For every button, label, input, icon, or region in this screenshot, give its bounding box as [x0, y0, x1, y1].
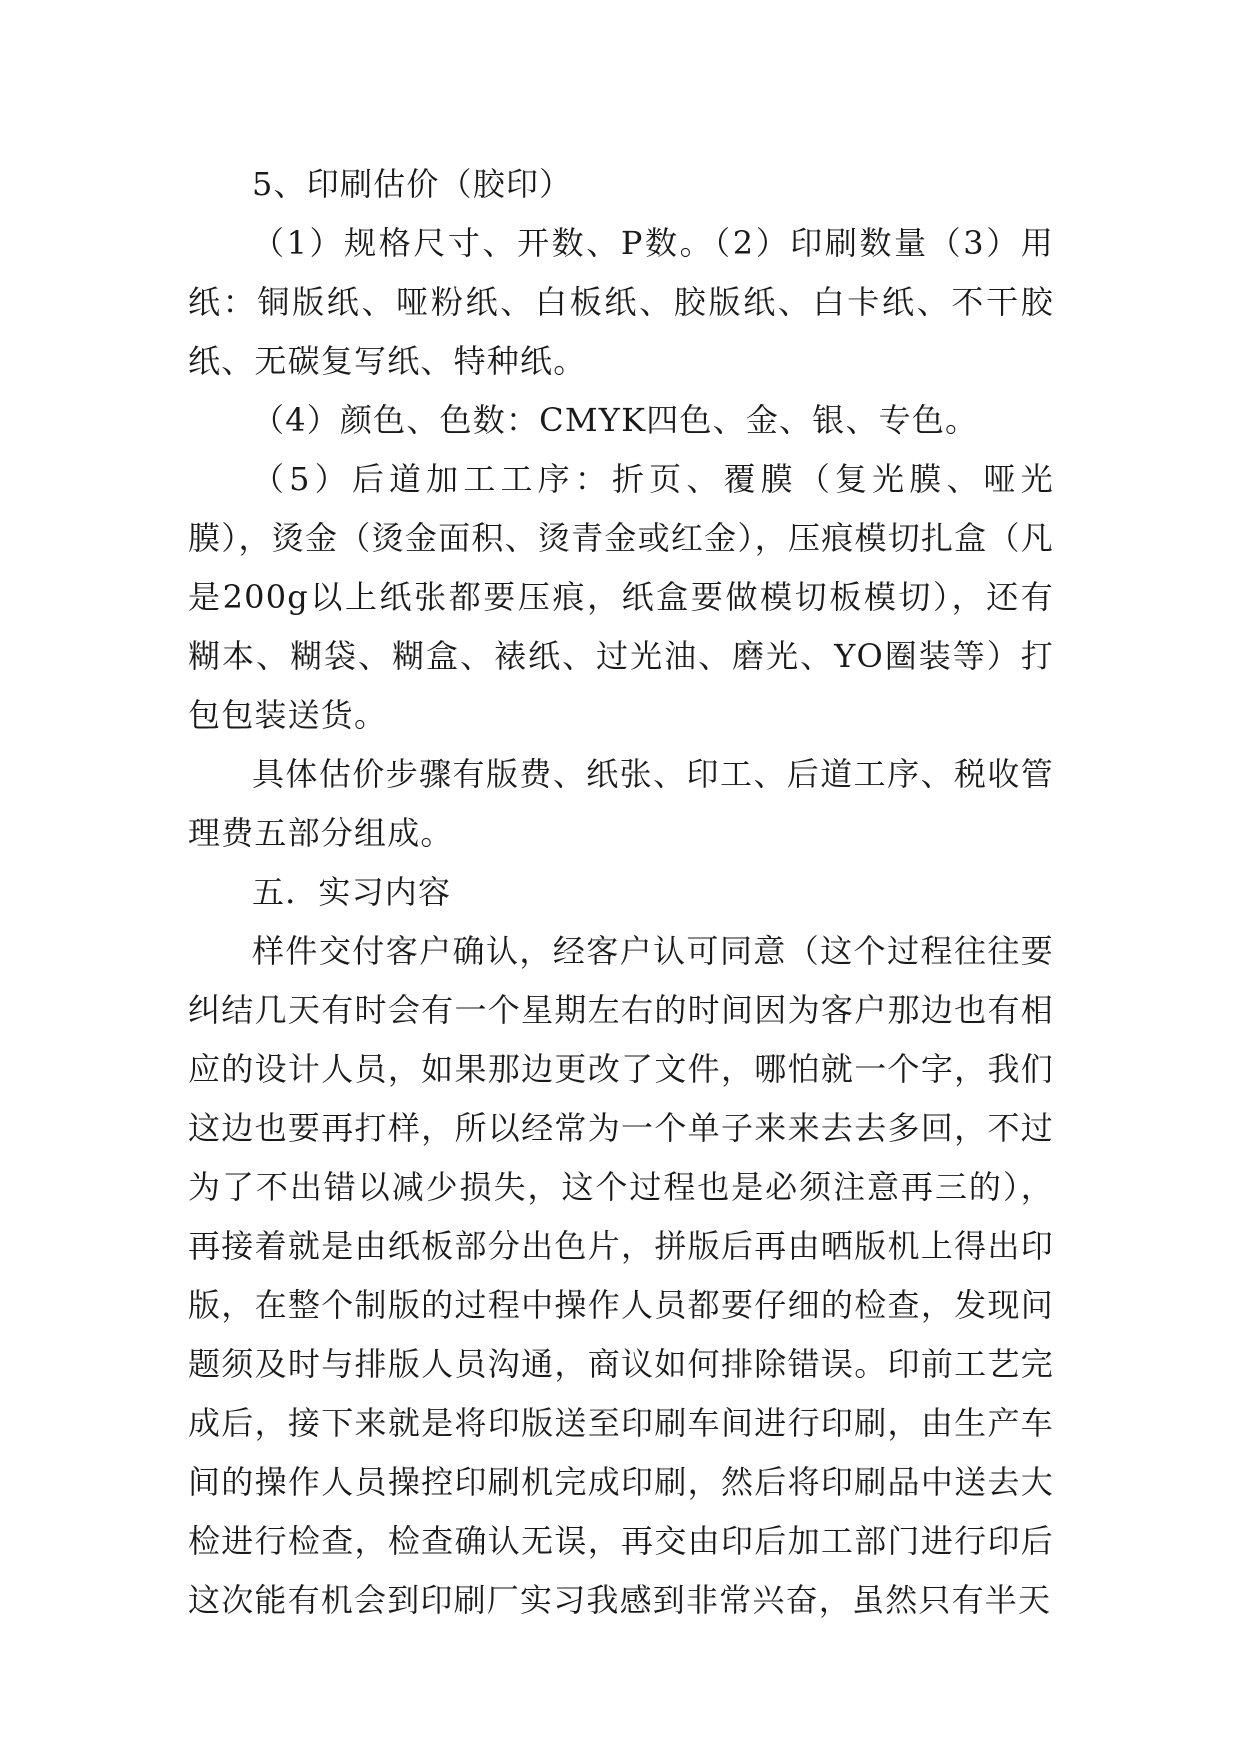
paragraph-specs-and-paper: （1）规格尺寸、开数、P数。（2）印刷数量（3）用纸：铜版纸、哑粉纸、白板纸、胶版纸、白卡纸、不干胶纸、无碳复写纸、特种纸。 [188, 224, 1054, 380]
section-heading-printing-estimate: 5、印刷估价（胶印） [252, 165, 573, 203]
section-heading-internship-content: 五．实习内容 [252, 873, 452, 911]
paragraph-internship-process: 样件交付客户确认，经客户认可同意（这个过程往往要纠结几天有时会有一个星期左右的时间因为客户那边也有相应的设计人员，如果那边更改了文件，哪怕就一个字，我们这边也要再打样，所以经常为一个单子来来去去多回，不过为了不出错以减少损失，这个过程也是必须注意再三的），再接着就是由纸板部分出色片，拼版后再由晒版机上得出印版，在整个制版的过程中操作人员都要仔细的检查，发现问题须及时与排版人员沟通，商议如何排除错误。印前工艺完成后，接下来就是将印版送至印刷车间进行印刷，由生产车间的操作人员操控印刷机完成印刷，然后将印刷品中送去大检进行检查，检查确认无误，再交由印后加工部门进行印后这次能有机会到印刷厂实习我感到非常兴奋，虽然只有半天 [188, 932, 1054, 1619]
document-body [188, 155, 1054, 1630]
paragraph-estimate-steps: 具体估价步骤有版费、纸张、印工、后道工序、税收管理费五部分组成。 [188, 755, 1054, 852]
paragraph-post-press: （5）后道加工工序：折页、覆膜（复光膜、哑光膜），烫金（烫金面积、烫青金或红金），压痕模切扎盒（凡是200g以上纸张都要压痕，纸盒要做模切板模切），还有糊本、糊袋、糊盒、裱纸、过光油、磨光、YO圈装等）打包包装送货。 [188, 460, 1054, 734]
paragraph-colors: （4）颜色、色数：CMYK四色、金、银、专色。 [252, 401, 979, 439]
